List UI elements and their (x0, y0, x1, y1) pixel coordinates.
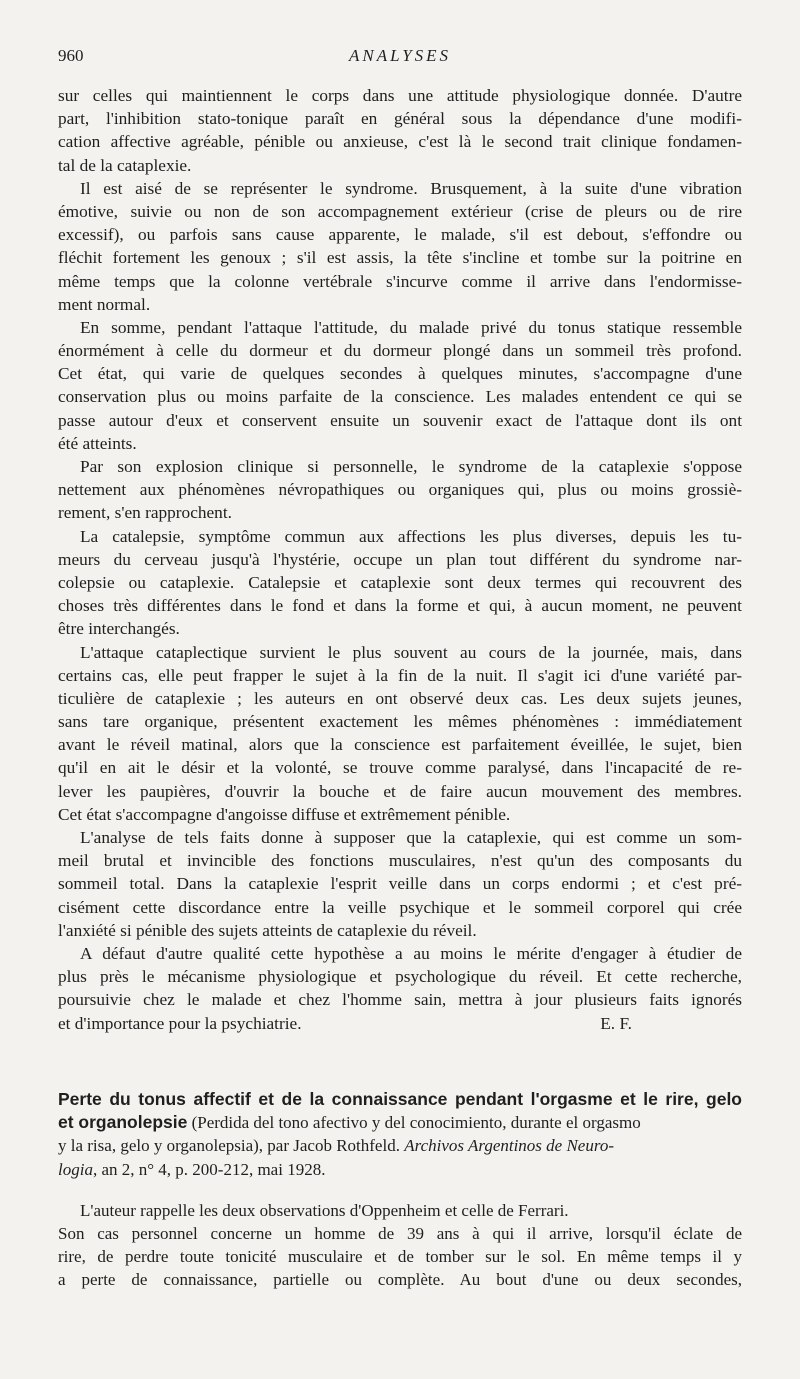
text-line: A défaut d'autre qualité cette hypothèse a au moins le mérite d'engager à étudier de (80, 943, 742, 963)
text-line: passe autour d'eux et conservent ensuite un souvenir exact de l'attaque dont ils ont (58, 410, 742, 430)
article-review (58, 1088, 742, 1292)
text-line: même temps que la colonne vertébrale s'incurve comme il arrive dans l'endormisse- (58, 271, 742, 291)
text-line: cisément cette discordance entre la veille psychique et le sommeil corporel qui crée (58, 897, 742, 917)
text-line: qu'il en ait le désir et la volonté, se trouve comme paralysé, dans l'incapacité de re- (58, 758, 742, 778)
text-line: L'analyse de tels faits donne à supposer que la cataplexie, qui est comme un som- (80, 828, 742, 847)
article-citation-details (58, 1158, 742, 1181)
text-line: meurs du cerveau jusqu'à l'hystérie, occupe un plan tout différent du syndrome nar- (58, 549, 742, 569)
text-line: poursuivie chez le malade et chez l'homme sain, mettra à jour plusieurs faits ignorés (58, 990, 742, 1010)
text-line: choses très différentes dans le fond et dans la forme et qui, à aucun moment, ne peuvent (58, 596, 742, 616)
text-line: ment normal. (58, 294, 151, 314)
article-title-continued: et organolepsie (58, 1112, 188, 1133)
page-number: 960 (58, 46, 84, 65)
text-line: ticulière de cataplexie ; les auteurs en ont observé deux cas. Les deux sujets jeunes, (58, 688, 742, 708)
text-line: cation affective agréable, pénible ou anxieuse, c'est là le second trait clinique fondamen- (58, 132, 742, 152)
text-line: Cet état s'accompagne d'angoisse diffuse et extrêmement pénible. (58, 804, 511, 824)
text-line: être interchangés. (58, 619, 180, 639)
text-line: Cet état, qui varie de quelques secondes à quelques minutes, s'accompagne d'une (58, 364, 742, 384)
text-line: certains cas, elle peut frapper le sujet à la fin de la nuit. Il s'agit ici d'une variété par- (58, 665, 742, 685)
text-line: été atteints. (58, 433, 137, 453)
text-line: meil brutal et invincible des fonctions musculaires, n'est qu'un des composants du (58, 851, 742, 871)
article-spanish-title: (Perdida del tono afectivo y del conocimiento, durante el orgasmo (187, 1113, 641, 1133)
article-title (58, 1088, 742, 1111)
article-citation (58, 1134, 742, 1157)
journal-name-continued: logia (58, 1159, 93, 1179)
text-line: sur celles qui maintiennent le corps dans une attitude physiologique donnée. D'autre (58, 86, 742, 105)
text-line: part, l'inhibition stato-tonique paraît en général sous la dépendance d'une modifi- (58, 109, 742, 129)
text-line: Par son explosion clinique si personnelle, le syndrome de la cataplexie s'oppose (80, 457, 742, 476)
review-body-text (58, 84, 742, 1035)
text-line: sans tare organique, présentent exactement les mêmes phénomènes : immédiatement (58, 712, 742, 732)
article-title-line2 (58, 1111, 742, 1134)
citation-details: , an 2, n° 4, p. 200-212, mai 1928. (92, 1159, 326, 1179)
text-line: conservation plus ou moins parfaite de la conscience. Les malades entendent ce qui se (58, 387, 742, 407)
text-line: Il est aisé de se représenter le syndrome. Brusquement, à la suite d'une vibration (80, 178, 742, 198)
text-line: nettement aux phénomènes névropathiques ou organiques qui, plus ou moins grossiè- (58, 480, 742, 500)
running-title: ANALYSES (348, 46, 452, 65)
text-line: colepsie ou cataplexie. Catalepsie et cataplexie sont deux termes qui recouvrent des (58, 572, 742, 592)
text-line: Son cas personnel concerne un homme de 39 ans à qui il arrive, lorsqu'il éclate de (58, 1223, 742, 1243)
closing-line: et d'importance pour la psychiatrie. (58, 1013, 302, 1033)
journal-name: Archivos Argentinos de Neuro- (404, 1136, 614, 1156)
text-line: l'anxiété si pénible des sujets atteints de cataplexie du réveil. (58, 920, 477, 940)
article-summary (58, 1199, 742, 1292)
text-line: L'attaque cataplectique survient le plus souvent au cours de la journée, mais, dans (80, 642, 742, 662)
author-signature: E. F. (600, 1013, 632, 1033)
text-line: excessif), ou parfois sans cause apparente, le malade, s'il est debout, s'effondre ou (58, 225, 742, 245)
text-line: En somme, pendant l'attaque l'attitude, du malade privé du tonus statique ressemble (80, 317, 742, 337)
text-line: rement, s'en rapprochent. (58, 503, 232, 523)
text-line: plus près le mécanisme physiologique et psychologique du réveil. Et cette recherche, (58, 967, 742, 987)
text-line: fléchit fortement les genoux ; s'il est assis, la tête s'incline et tombe sur la poitrine en (58, 248, 742, 268)
section-spacer (58, 1181, 742, 1199)
signature-line (58, 1012, 742, 1035)
text-line: rire, de perdre toute tonicité musculaire et de tomber sur le sol. En même temps il y (58, 1247, 742, 1267)
text-line: a perte de connaissance, partielle ou complète. Au bout d'une ou deux secondes, (58, 1270, 742, 1290)
citation-author: y la risa, gelo y organolepsia), par Jacob Rothfeld. (58, 1136, 405, 1156)
text-line: avant le réveil matinal, alors que la conscience est parfaitement éveillée, le sujet, bien (58, 735, 742, 755)
review-paragraphs (58, 84, 742, 1012)
text-line: L'auteur rappelle les deux observations d'Oppenheim et celle de Ferrari. (80, 1200, 569, 1220)
text-line: sommeil total. Dans la cataplexie l'esprit veille dans un corps endormi ; et c'est pré- (58, 874, 742, 894)
text-line: tal de la cataplexie. (58, 155, 192, 175)
text-line: énormément à celle du dormeur et du dormeur plongé dans un sommeil très profond. (58, 341, 742, 361)
text-line: lever les paupières, d'ouvrir la bouche et de faire aucun mouvement des membres. (58, 781, 742, 801)
text-line: La catalepsie, symptôme commun aux affections les plus diverses, depuis les tu- (80, 526, 742, 546)
article-title-line: Perte du tonus affectif et de la connaissance pendant l'orgasme et le rire, gelo (58, 1089, 742, 1109)
text-line: émotive, suivie ou non de son accompagnement extérieur (crise de pleurs ou de rire (58, 201, 742, 221)
page-header (58, 46, 742, 66)
